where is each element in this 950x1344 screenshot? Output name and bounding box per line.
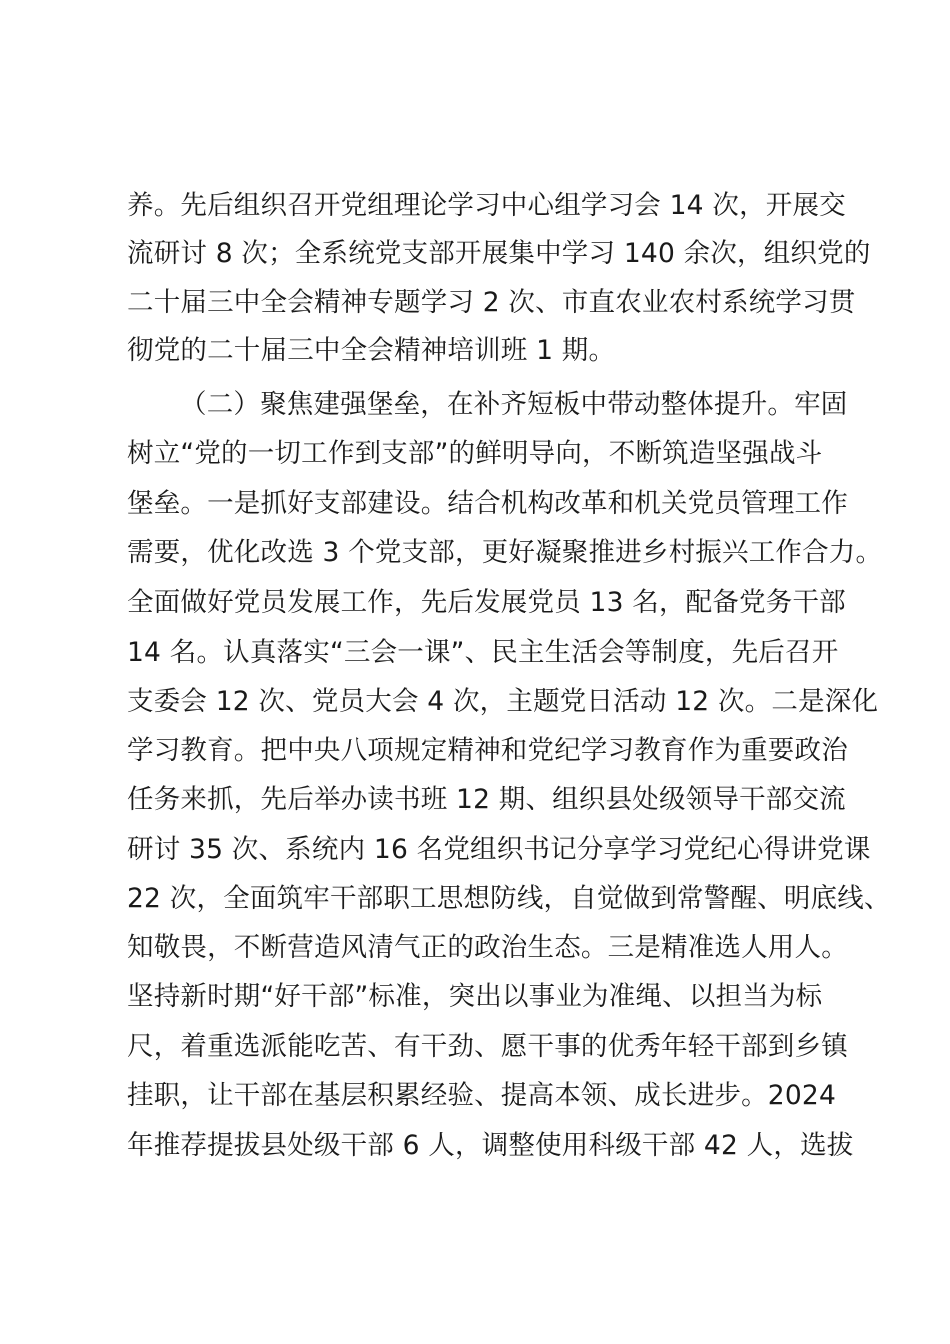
text-line: 全面做好党员发展工作，先后发展党员 13 名，配备党务干部 xyxy=(127,587,846,618)
text-line: 需要，优化改选 3 个党支部，更好凝聚推进乡村振兴工作合力。 xyxy=(127,537,883,568)
text-line: 学习教育。把中央八项规定精神和党纪学习教育作为重要政治 xyxy=(127,735,848,766)
text-line: 养。先后组织召开党组理论学习中心组学习会 14 次，开展交 xyxy=(127,190,846,221)
text-line: 14 名。认真落实“三会一课”、民主生活会等制度，先后召开 xyxy=(127,637,839,668)
text-line: 22 次，全面筑牢干部职工思想防线，自觉做到常警醒、明底线、 xyxy=(127,883,891,914)
text-line: 任务来抓，先后举办读书班 12 期、组织县处级领导干部交流 xyxy=(127,784,846,815)
text-line: 知敬畏，不断营造风清气正的政治生态。三是精准选人用人。 xyxy=(127,932,848,963)
text-line: 支委会 12 次、党员大会 4 次，主题党日活动 12 次。二是深化 xyxy=(127,686,879,717)
text-line: 流研讨 8 次；全系统党支部开展集中学习 140 余次，组织党的 xyxy=(127,238,871,269)
text-line: 树立“党的一切工作到支部”的鲜明导向，不断筑造坚强战斗 xyxy=(127,438,823,469)
text-line: 二十届三中全会精神专题学习 2 次、市直农业农村系统学习贯 xyxy=(127,287,856,318)
text-line: 年推荐提拔县处级干部 6 人，调整使用科级干部 42 人，选拔 xyxy=(127,1130,854,1161)
section-heading-line: （二）聚焦建强堡垒，在补齐短板中带动整体提升。牢固 xyxy=(180,389,848,420)
text-line: 堡垒。一是抓好支部建设。结合机构改革和机关党员管理工作 xyxy=(127,488,848,519)
text-line: 挂职，让干部在基层积累经验、提高本领、成长进步。2024 xyxy=(127,1080,837,1111)
text-line: 尺，着重选派能吃苦、有干劲、愿干事的优秀年轻干部到乡镇 xyxy=(127,1031,848,1062)
text-line: 彻党的二十届三中全会精神培训班 1 期。 xyxy=(127,335,616,366)
text-line: 坚持新时期“好干部”标准，突出以事业为准绳、以担当为标 xyxy=(127,981,823,1012)
text-line: 研讨 35 次、系统内 16 名党组织书记分享学习党纪心得讲党课 xyxy=(127,834,871,865)
